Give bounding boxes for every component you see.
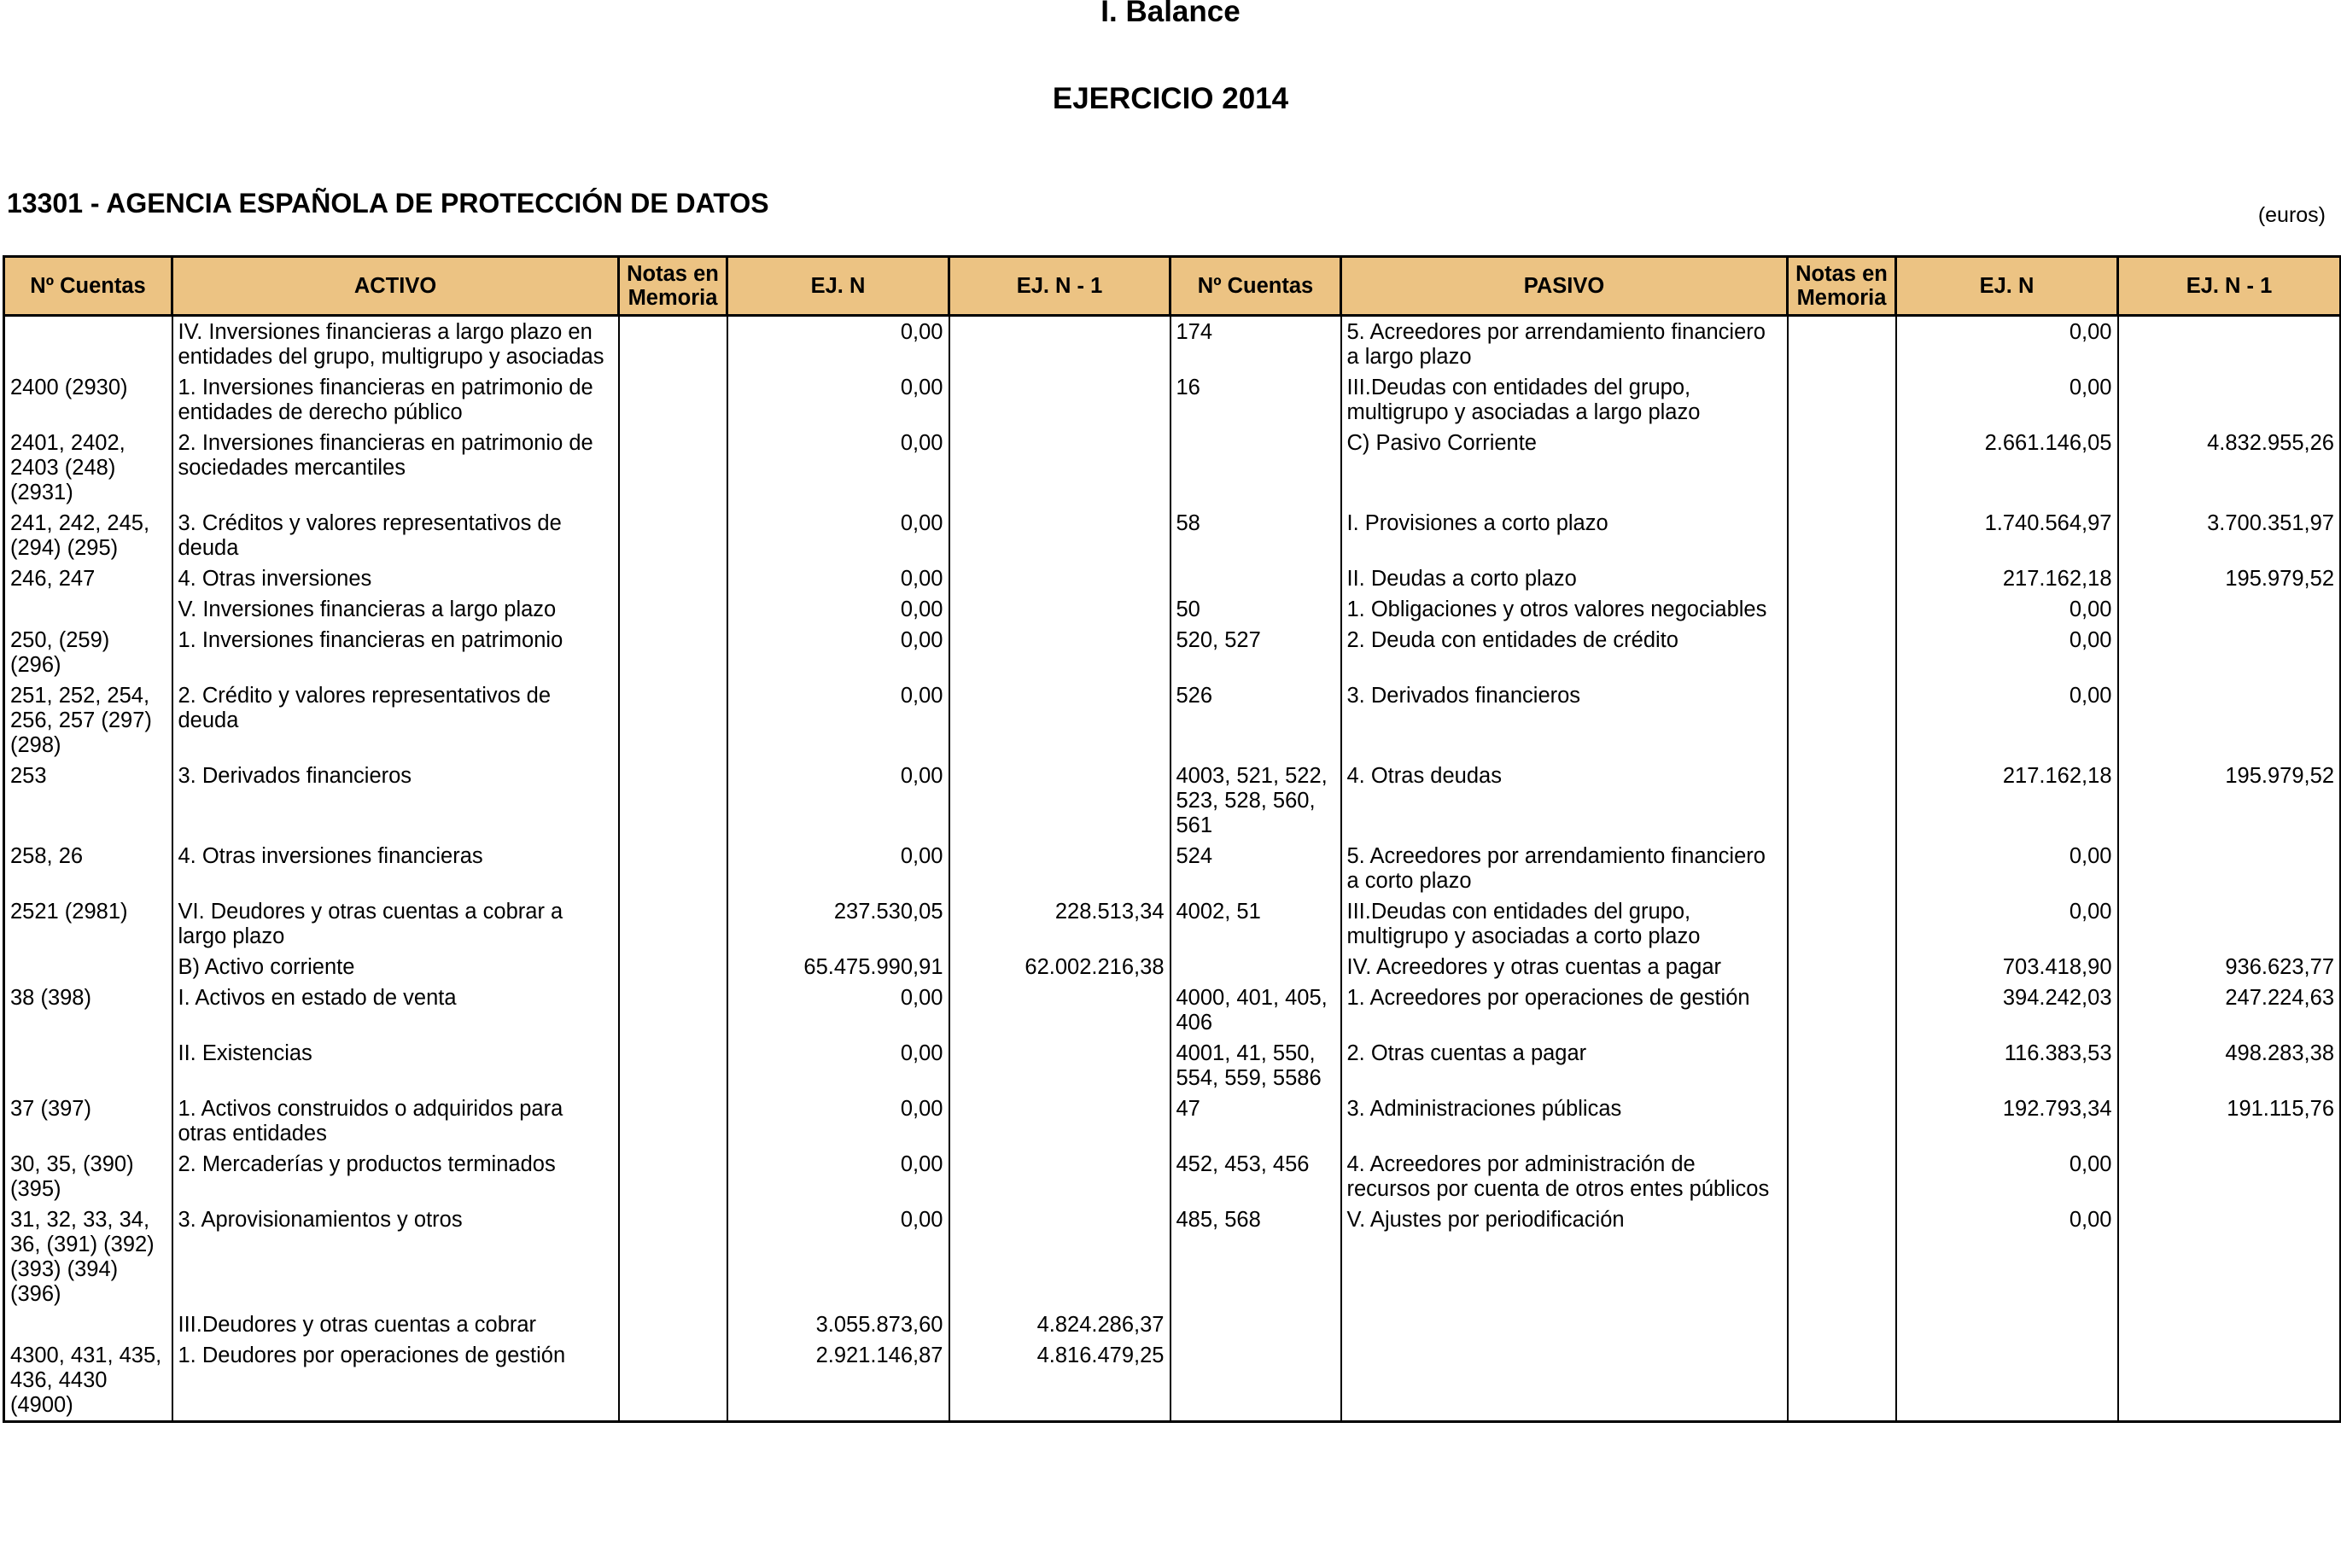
activo-ejn1-cell: [949, 428, 1170, 508]
notas-activo-cell: [619, 563, 727, 594]
pasivo-ejn1-cell: [2118, 680, 2341, 761]
cuentas-activo-cell: 2521 (2981): [4, 896, 172, 952]
pasivo-ejn1-cell: [2118, 841, 2341, 896]
table-row: [4, 508, 2341, 563]
table-row: [4, 896, 2341, 952]
notas-activo-cell: [619, 680, 727, 761]
pasivo-label-cell: [1341, 1340, 1788, 1422]
table-row: [4, 1309, 2341, 1340]
activo-ejn1-cell: [949, 625, 1170, 680]
activo-ejn-cell: 3.055.873,60: [727, 1309, 949, 1340]
pasivo-ejn-cell: 217.162,18: [1896, 563, 2118, 594]
activo-ejn1-cell: 62.002.216,38: [949, 952, 1170, 982]
pasivo-ejn1-cell: 247.224,63: [2118, 982, 2341, 1038]
cuentas-pasivo-cell: [1170, 428, 1341, 508]
activo-label-cell: 4. Otras inversiones financieras: [172, 841, 619, 896]
pasivo-label-cell: I. Provisiones a corto plazo: [1341, 508, 1788, 563]
activo-ejn-cell: 0,00: [727, 841, 949, 896]
activo-ejn-cell: 65.475.990,91: [727, 952, 949, 982]
pasivo-ejn1-cell: 195.979,52: [2118, 563, 2341, 594]
activo-label-cell: 3. Créditos y valores representativos de deuda: [172, 508, 619, 563]
activo-label-cell: 1. Inversiones financieras en patrimonio: [172, 625, 619, 680]
cuentas-activo-cell: 258, 26: [4, 841, 172, 896]
activo-ejn1-cell: 228.513,34: [949, 896, 1170, 952]
cuentas-pasivo-cell: 485, 568: [1170, 1204, 1341, 1309]
activo-label-cell: 2. Inversiones financieras en patrimonio de sociedades mercantiles: [172, 428, 619, 508]
notas-pasivo-cell: [1788, 1093, 1896, 1149]
cuentas-pasivo-cell: [1170, 952, 1341, 982]
table-row: [4, 1340, 2341, 1422]
cuentas-activo-cell: 251, 252, 254, 256, 257 (297) (298): [4, 680, 172, 761]
pasivo-ejn-cell: 0,00: [1896, 841, 2118, 896]
table-row: [4, 982, 2341, 1038]
pasivo-ejn-cell: [1896, 1340, 2118, 1422]
pasivo-ejn-cell: 192.793,34: [1896, 1093, 2118, 1149]
activo-ejn-cell: 0,00: [727, 1204, 949, 1309]
entity-name: 13301 - AGENCIA ESPAÑOLA DE PROTECCIÓN DE DATOS: [7, 188, 769, 219]
activo-label-cell: 3. Aprovisionamientos y otros: [172, 1204, 619, 1309]
pasivo-label-cell: IV. Acreedores y otras cuentas a pagar: [1341, 952, 1788, 982]
table-row: [4, 316, 2341, 373]
cuentas-pasivo-cell: 520, 527: [1170, 625, 1341, 680]
notas-pasivo-cell: [1788, 761, 1896, 841]
col-header-ejn-pasivo: EJ. N: [1896, 257, 2118, 316]
col-header-activo: ACTIVO: [172, 257, 619, 316]
cuentas-activo-cell: 2400 (2930): [4, 372, 172, 428]
pasivo-ejn1-cell: [2118, 316, 2341, 373]
cuentas-pasivo-cell: 524: [1170, 841, 1341, 896]
notas-pasivo-cell: [1788, 952, 1896, 982]
activo-label-cell: IV. Inversiones financieras a largo plazo en entidades del grupo, multigrupo y asociadas: [172, 316, 619, 373]
cuentas-activo-cell: 250, (259) (296): [4, 625, 172, 680]
pasivo-ejn1-cell: [2118, 1340, 2341, 1422]
notas-pasivo-cell: [1788, 428, 1896, 508]
notas-pasivo-cell: [1788, 316, 1896, 373]
cuentas-pasivo-cell: 452, 453, 456: [1170, 1149, 1341, 1204]
activo-label-cell: 4. Otras inversiones: [172, 563, 619, 594]
cuentas-pasivo-cell: 16: [1170, 372, 1341, 428]
table-row: [4, 952, 2341, 982]
pasivo-ejn-cell: 116.383,53: [1896, 1038, 2118, 1093]
notas-activo-cell: [619, 982, 727, 1038]
col-header-pasivo: PASIVO: [1341, 257, 1788, 316]
activo-ejn1-cell: [949, 1093, 1170, 1149]
notas-pasivo-cell: [1788, 1204, 1896, 1309]
pasivo-label-cell: 4. Otras deudas: [1341, 761, 1788, 841]
exercise-title: EJERCICIO 2014: [1052, 82, 1289, 115]
activo-ejn1-cell: [949, 841, 1170, 896]
notas-pasivo-cell: [1788, 563, 1896, 594]
notas-pasivo-cell: [1788, 625, 1896, 680]
notas-pasivo-cell: [1788, 594, 1896, 625]
pasivo-ejn-cell: 0,00: [1896, 372, 2118, 428]
pasivo-ejn-cell: 0,00: [1896, 316, 2118, 373]
cuentas-pasivo-cell: 4002, 51: [1170, 896, 1341, 952]
pasivo-ejn1-cell: [2118, 594, 2341, 625]
notas-pasivo-cell: [1788, 1309, 1896, 1340]
activo-label-cell: 1. Inversiones financieras en patrimonio de entidades de derecho público: [172, 372, 619, 428]
activo-label-cell: 3. Derivados financieros: [172, 761, 619, 841]
cuentas-activo-cell: [4, 1038, 172, 1093]
activo-ejn1-cell: [949, 1149, 1170, 1204]
activo-ejn1-cell: [949, 594, 1170, 625]
notas-activo-cell: [619, 508, 727, 563]
notas-activo-cell: [619, 372, 727, 428]
pasivo-ejn-cell: 0,00: [1896, 625, 2118, 680]
activo-ejn1-cell: [949, 1204, 1170, 1309]
cuentas-activo-cell: [4, 1309, 172, 1340]
pasivo-label-cell: 5. Acreedores por arrendamiento financiero a corto plazo: [1341, 841, 1788, 896]
pasivo-ejn1-cell: 191.115,76: [2118, 1093, 2341, 1149]
activo-ejn-cell: 0,00: [727, 1093, 949, 1149]
pasivo-label-cell: II. Deudas a corto plazo: [1341, 563, 1788, 594]
pasivo-ejn1-cell: 3.700.351,97: [2118, 508, 2341, 563]
pasivo-ejn1-cell: [2118, 372, 2341, 428]
cuentas-activo-cell: 4300, 431, 435, 436, 4430 (4900): [4, 1340, 172, 1422]
pasivo-label-cell: C) Pasivo Corriente: [1341, 428, 1788, 508]
activo-ejn1-cell: [949, 761, 1170, 841]
col-header-ejn-activo: EJ. N: [727, 257, 949, 316]
notas-activo-cell: [619, 1093, 727, 1149]
col-header-notas-activo: Notas en Memoria: [619, 257, 727, 316]
pasivo-label-cell: 2. Otras cuentas a pagar: [1341, 1038, 1788, 1093]
activo-label-cell: II. Existencias: [172, 1038, 619, 1093]
activo-ejn1-cell: 4.824.286,37: [949, 1309, 1170, 1340]
activo-label-cell: V. Inversiones financieras a largo plazo: [172, 594, 619, 625]
pasivo-label-cell: V. Ajustes por periodificación: [1341, 1204, 1788, 1309]
notas-activo-cell: [619, 896, 727, 952]
header-row: [4, 257, 2341, 316]
activo-ejn-cell: 0,00: [727, 982, 949, 1038]
cuentas-pasivo-cell: 4001, 41, 550, 554, 559, 5586: [1170, 1038, 1341, 1093]
table-row: [4, 1149, 2341, 1204]
table-row: [4, 563, 2341, 594]
pasivo-ejn1-cell: 498.283,38: [2118, 1038, 2341, 1093]
pasivo-ejn-cell: 1.740.564,97: [1896, 508, 2118, 563]
notas-activo-cell: [619, 952, 727, 982]
activo-ejn-cell: 0,00: [727, 316, 949, 373]
notas-activo-cell: [619, 761, 727, 841]
pasivo-ejn1-cell: [2118, 625, 2341, 680]
notas-activo-cell: [619, 1204, 727, 1309]
pasivo-ejn1-cell: [2118, 1204, 2341, 1309]
notas-pasivo-cell: [1788, 680, 1896, 761]
notas-activo-cell: [619, 594, 727, 625]
pasivo-label-cell: 5. Acreedores por arrendamiento financiero a largo plazo: [1341, 316, 1788, 373]
activo-label-cell: 1. Deudores por operaciones de gestión: [172, 1340, 619, 1422]
activo-ejn-cell: 0,00: [727, 1149, 949, 1204]
activo-label-cell: VI. Deudores y otras cuentas a cobrar a largo plazo: [172, 896, 619, 952]
activo-ejn-cell: 0,00: [727, 1038, 949, 1093]
cuentas-pasivo-cell: [1170, 1309, 1341, 1340]
pasivo-ejn-cell: [1896, 1309, 2118, 1340]
cuentas-pasivo-cell: 174: [1170, 316, 1341, 373]
cuentas-activo-cell: 246, 247: [4, 563, 172, 594]
cuentas-activo-cell: 241, 242, 245, (294) (295): [4, 508, 172, 563]
pasivo-label-cell: 1. Acreedores por operaciones de gestión: [1341, 982, 1788, 1038]
notas-activo-cell: [619, 428, 727, 508]
activo-label-cell: 2. Mercaderías y productos terminados: [172, 1149, 619, 1204]
activo-ejn1-cell: [949, 372, 1170, 428]
activo-ejn-cell: 0,00: [727, 508, 949, 563]
pasivo-ejn-cell: 2.661.146,05: [1896, 428, 2118, 508]
pasivo-label-cell: [1341, 1309, 1788, 1340]
cuentas-activo-cell: 38 (398): [4, 982, 172, 1038]
col-header-notas-pasivo: Notas en Memoria: [1788, 257, 1896, 316]
activo-ejn-cell: 0,00: [727, 761, 949, 841]
pasivo-ejn1-cell: [2118, 896, 2341, 952]
pasivo-ejn-cell: 703.418,90: [1896, 952, 2118, 982]
activo-ejn-cell: 0,00: [727, 372, 949, 428]
table-row: [4, 428, 2341, 508]
activo-label-cell: B) Activo corriente: [172, 952, 619, 982]
activo-ejn-cell: 2.921.146,87: [727, 1340, 949, 1422]
activo-ejn-cell: 0,00: [727, 594, 949, 625]
table-row: [4, 1093, 2341, 1149]
notas-pasivo-cell: [1788, 841, 1896, 896]
pasivo-ejn-cell: 0,00: [1896, 1149, 2118, 1204]
pasivo-ejn1-cell: 936.623,77: [2118, 952, 2341, 982]
activo-ejn1-cell: [949, 680, 1170, 761]
table-row: [4, 594, 2341, 625]
cuentas-pasivo-cell: [1170, 1340, 1341, 1422]
notas-pasivo-cell: [1788, 372, 1896, 428]
pasivo-label-cell: 3. Administraciones públicas: [1341, 1093, 1788, 1149]
cuentas-activo-cell: [4, 952, 172, 982]
cuentas-pasivo-cell: 526: [1170, 680, 1341, 761]
cuentas-activo-cell: 37 (397): [4, 1093, 172, 1149]
activo-label-cell: III.Deudores y otras cuentas a cobrar: [172, 1309, 619, 1340]
pasivo-label-cell: 4. Acreedores por administración de recursos por cuenta de otros entes públicos: [1341, 1149, 1788, 1204]
report-title: I. Balance: [1100, 0, 1241, 28]
activo-ejn-cell: 0,00: [727, 680, 949, 761]
activo-ejn1-cell: [949, 1038, 1170, 1093]
activo-ejn1-cell: [949, 316, 1170, 373]
activo-ejn-cell: 237.530,05: [727, 896, 949, 952]
notas-pasivo-cell: [1788, 1149, 1896, 1204]
notas-activo-cell: [619, 1340, 727, 1422]
currency-units: (euros): [2257, 203, 2326, 227]
notas-pasivo-cell: [1788, 896, 1896, 952]
cuentas-activo-cell: [4, 316, 172, 373]
notas-activo-cell: [619, 1149, 727, 1204]
pasivo-ejn-cell: 0,00: [1896, 896, 2118, 952]
table-row: [4, 1038, 2341, 1093]
cuentas-activo-cell: 2401, 2402, 2403 (248) (2931): [4, 428, 172, 508]
cuentas-activo-cell: 253: [4, 761, 172, 841]
activo-ejn1-cell: [949, 563, 1170, 594]
notas-pasivo-cell: [1788, 982, 1896, 1038]
cuentas-pasivo-cell: 58: [1170, 508, 1341, 563]
balance-table: [3, 255, 2341, 1423]
activo-ejn-cell: 0,00: [727, 428, 949, 508]
cuentas-pasivo-cell: 4000, 401, 405, 406: [1170, 982, 1341, 1038]
cuentas-pasivo-cell: 50: [1170, 594, 1341, 625]
pasivo-ejn1-cell: [2118, 1309, 2341, 1340]
activo-label-cell: 1. Activos construidos o adquiridos para otras entidades: [172, 1093, 619, 1149]
table-row: [4, 761, 2341, 841]
cuentas-activo-cell: 31, 32, 33, 34, 36, (391) (392) (393) (394) (396): [4, 1204, 172, 1309]
pasivo-ejn1-cell: 195.979,52: [2118, 761, 2341, 841]
table-row: [4, 372, 2341, 428]
activo-ejn1-cell: 4.816.479,25: [949, 1340, 1170, 1422]
activo-ejn-cell: 0,00: [727, 563, 949, 594]
activo-label-cell: 2. Crédito y valores representativos de deuda: [172, 680, 619, 761]
activo-ejn-cell: 0,00: [727, 625, 949, 680]
table-row: [4, 841, 2341, 896]
pasivo-ejn-cell: 0,00: [1896, 594, 2118, 625]
cuentas-pasivo-cell: [1170, 563, 1341, 594]
pasivo-ejn-cell: 394.242,03: [1896, 982, 2118, 1038]
table-row: [4, 680, 2341, 761]
notas-pasivo-cell: [1788, 1038, 1896, 1093]
pasivo-label-cell: III.Deudas con entidades del grupo, multigrupo y asociadas a corto plazo: [1341, 896, 1788, 952]
cuentas-pasivo-cell: 47: [1170, 1093, 1341, 1149]
pasivo-label-cell: 1. Obligaciones y otros valores negociables: [1341, 594, 1788, 625]
activo-label-cell: I. Activos en estado de venta: [172, 982, 619, 1038]
pasivo-ejn-cell: 0,00: [1896, 1204, 2118, 1309]
table-row: [4, 625, 2341, 680]
col-header-ejn1-pasivo: EJ. N - 1: [2118, 257, 2341, 316]
col-header-cuentas-pasivo: Nº Cuentas: [1170, 257, 1341, 316]
col-header-cuentas-activo: Nº Cuentas: [4, 257, 172, 316]
pasivo-ejn1-cell: [2118, 1149, 2341, 1204]
col-header-ejn1-activo: EJ. N - 1: [949, 257, 1170, 316]
notas-activo-cell: [619, 1038, 727, 1093]
notas-activo-cell: [619, 625, 727, 680]
notas-pasivo-cell: [1788, 1340, 1896, 1422]
notas-activo-cell: [619, 1309, 727, 1340]
pasivo-ejn1-cell: 4.832.955,26: [2118, 428, 2341, 508]
activo-ejn1-cell: [949, 982, 1170, 1038]
cuentas-activo-cell: 30, 35, (390) (395): [4, 1149, 172, 1204]
table-row: [4, 1204, 2341, 1309]
pasivo-ejn-cell: 217.162,18: [1896, 761, 2118, 841]
cuentas-pasivo-cell: 4003, 521, 522, 523, 528, 560, 561: [1170, 761, 1341, 841]
pasivo-label-cell: 2. Deuda con entidades de crédito: [1341, 625, 1788, 680]
notas-activo-cell: [619, 316, 727, 373]
pasivo-label-cell: 3. Derivados financieros: [1341, 680, 1788, 761]
activo-ejn1-cell: [949, 508, 1170, 563]
pasivo-ejn-cell: 0,00: [1896, 680, 2118, 761]
cuentas-activo-cell: [4, 594, 172, 625]
pasivo-label-cell: III.Deudas con entidades del grupo, multigrupo y asociadas a largo plazo: [1341, 372, 1788, 428]
notas-pasivo-cell: [1788, 508, 1896, 563]
notas-activo-cell: [619, 841, 727, 896]
